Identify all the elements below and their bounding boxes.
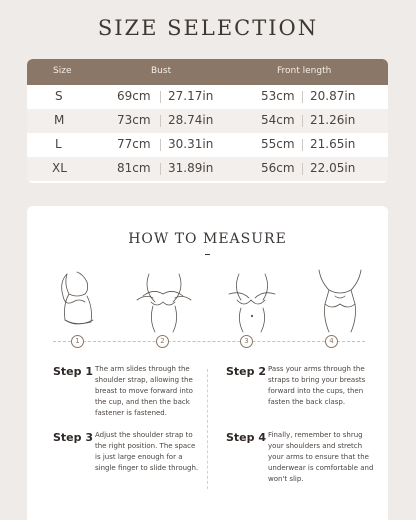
step-1-label: Step 1 <box>53 365 93 378</box>
bust-cm-cell: 77cm <box>117 137 151 151</box>
figure-arms-through-straps-illustration <box>129 266 199 336</box>
step-4-label: Step 4 <box>226 431 266 444</box>
bust-cm-cell: 81cm <box>117 161 151 175</box>
step-progress-line <box>53 341 365 342</box>
title-dash <box>205 254 210 255</box>
how-to-measure-card <box>27 206 388 520</box>
figure-adjusting-cups-illustration <box>217 266 287 336</box>
bust-in-cell: 27.17in <box>168 89 214 103</box>
bust-in-cell: 30.31in <box>168 137 214 151</box>
front-in-cell: 21.65in <box>310 137 356 151</box>
bust-in-cell: 31.89in <box>168 161 214 175</box>
cell-divider <box>160 139 161 151</box>
front-cm-cell: 54cm <box>261 113 295 127</box>
table-row <box>27 133 388 157</box>
size-cell: S <box>55 89 63 103</box>
bust-cm-cell: 69cm <box>117 89 151 103</box>
size-table <box>27 59 388 183</box>
front-cm-cell: 53cm <box>261 89 295 103</box>
step-3-label: Step 3 <box>53 431 93 444</box>
cell-divider <box>302 163 303 175</box>
step-4-text: Finally, remember to shrug your shoulders and stretch your arms to ensure that the underwear is comfortable and won't slip. <box>268 431 374 483</box>
step-number-badge: 3 <box>240 335 253 348</box>
header-front-length: Front length <box>277 66 332 76</box>
front-cm-cell: 56cm <box>261 161 295 175</box>
step-column-divider <box>207 369 208 489</box>
size-cell: XL <box>52 161 67 175</box>
step-3-text: Adjust the shoulder strap to the right position. The space is just large enough for a single finger to slide through. <box>95 431 199 472</box>
figure-back-fastening-illustration <box>43 266 113 336</box>
figure-final-fit-illustration <box>305 266 375 336</box>
size-cell: L <box>55 137 62 151</box>
step-number-badge: 4 <box>325 335 338 348</box>
step-number-badge: 1 <box>71 335 84 348</box>
step-2-label: Step 2 <box>226 365 266 378</box>
front-in-cell: 20.87in <box>310 89 356 103</box>
bust-in-cell: 28.74in <box>168 113 214 127</box>
step-number-badge: 2 <box>156 335 169 348</box>
step-2-text: Pass your arms through the straps to bring your breasts forward into the cups, then fasten the back clasp. <box>268 365 366 406</box>
front-cm-cell: 55cm <box>261 137 295 151</box>
page-title: SIZE SELECTION <box>97 16 319 40</box>
cell-divider <box>160 115 161 127</box>
cell-divider <box>302 91 303 103</box>
table-row <box>27 85 388 109</box>
header-size: Size <box>53 66 72 76</box>
header-bust: Bust <box>151 66 172 76</box>
section-title: HOW TO MEASURE <box>128 231 287 247</box>
bust-cm-cell: 73cm <box>117 113 151 127</box>
cell-divider <box>302 139 303 151</box>
front-in-cell: 22.05in <box>310 161 356 175</box>
cell-divider <box>160 163 161 175</box>
step-1-text: The arm slides through the shoulder strap, allowing the breast to move forward into the cup, and then the back fastener is fastened. <box>95 365 193 417</box>
size-cell: M <box>54 113 65 127</box>
front-in-cell: 21.26in <box>310 113 356 127</box>
table-row <box>27 109 388 133</box>
cell-divider <box>302 115 303 127</box>
cell-divider <box>160 91 161 103</box>
table-header <box>27 59 388 85</box>
table-row <box>27 157 388 181</box>
